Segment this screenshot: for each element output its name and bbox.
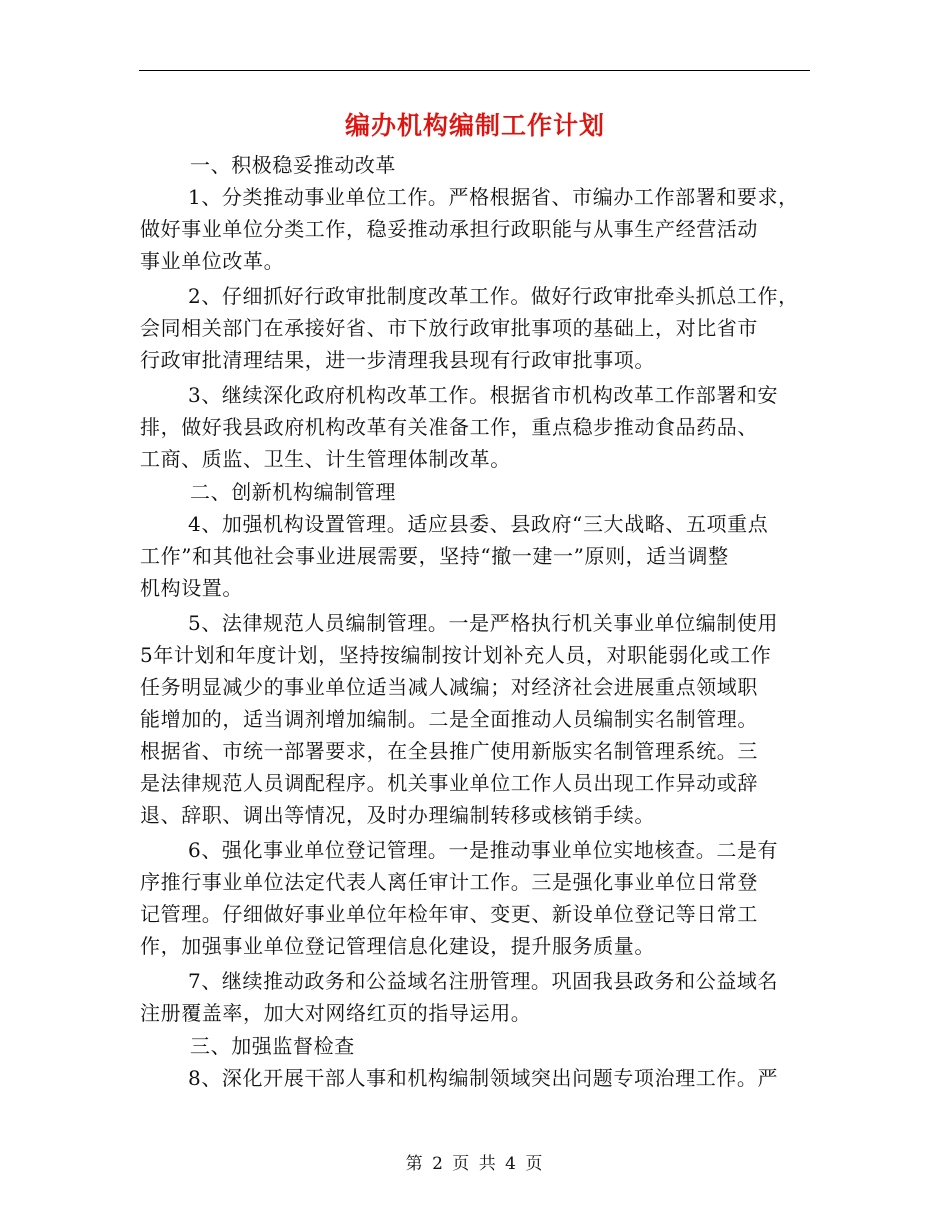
text-line: 5年计划和年度计划，坚持按编制按计划补充人员，对职能弱化或工作 [140,643,772,667]
section-heading: 二、创新机构编制管理 [190,480,396,504]
text-line: 4、加强机构设置管理。适应县委、县政府“三大战略、五项重点 [188,512,769,536]
text-line: 注册覆盖率，加大对网络红页的指导运用。 [140,1001,532,1025]
text-line: 退、辞职、调出等情况，及时办理编制转移或核销手续。 [140,803,655,827]
text-line: 工商、质监、卫生、计生管理体制改革。 [140,447,511,471]
text-line: 机构设置。 [140,576,243,600]
text-line: 2、仔细抓好行政审批制度改革工作。做好行政审批牵头抓总工作， [188,284,799,308]
text-line: 会同相关部门在承接好省、市下放行政审批事项的基础上，对比省市 [140,316,758,340]
text-line: 工作”和其他社会事业进展需要，坚持“撤一建一”原则，适当调整 [140,544,729,568]
text-line: 是法律规范人员调配程序。机关事业单位工作人员出现工作异动或辞 [140,771,758,795]
text-line: 5、法律规范人员编制管理。一是严格执行机关事业单位编制使用 [188,611,779,635]
text-line: 做好事业单位分类工作，稳妥推动承担行政职能与从事生产经营活动 [140,217,758,241]
text-line: 一、积极稳妥推动改革 [190,153,396,177]
text-line: 1、分类推动事业单位工作。严格根据省、市编办工作部署和要求， [188,185,799,209]
text-line: 行政审批清理结果，进一步清理我县现有行政审批事项。 [140,348,655,372]
text-line: 8、深化开展干部人事和机构编制领域突出问题专项治理工作。严 [188,1066,779,1090]
text-line: 事业单位改革。 [140,249,285,273]
text-line: 任务明显减少的事业单位适当减人减编；对经济社会进展重点领域职 [140,675,758,699]
header-rule [139,70,810,71]
text-line: 能增加的，适当调剂增加编制。二是全面推动人员编制实名制管理。 [140,707,758,731]
document-title: 编办机构编制工作计划 [344,111,605,140]
text-line: 6、强化事业单位登记管理。一是推动事业单位实地核查。二是有 [188,838,779,862]
page-footer: 第 2 页 共 4 页 [405,1154,545,1174]
text-line: 序推行事业单位法定代表人离任审计工作。三是强化事业单位日常登 [140,870,758,894]
text-line: 3、继续深化政府机构改革工作。根据省市机构改革工作部署和安 [188,383,779,407]
text-line: 作，加强事业单位登记管理信息化建设，提升服务质量。 [140,934,655,958]
text-line: 7、继续推动政务和公益域名注册管理。巩固我县政务和公益域名 [188,969,779,993]
text-line: 记管理。仔细做好事业单位年检年审、变更、新设单位登记等日常工 [140,902,758,926]
section-heading: 三、加强监督检查 [190,1034,355,1058]
text-line: 根据省、市统一部署要求，在全县推广使用新版实名制管理系统。三 [140,739,758,763]
text-line: 排，做好我县政府机构改革有关准备工作，重点稳步推动食品药品、 [140,415,758,439]
